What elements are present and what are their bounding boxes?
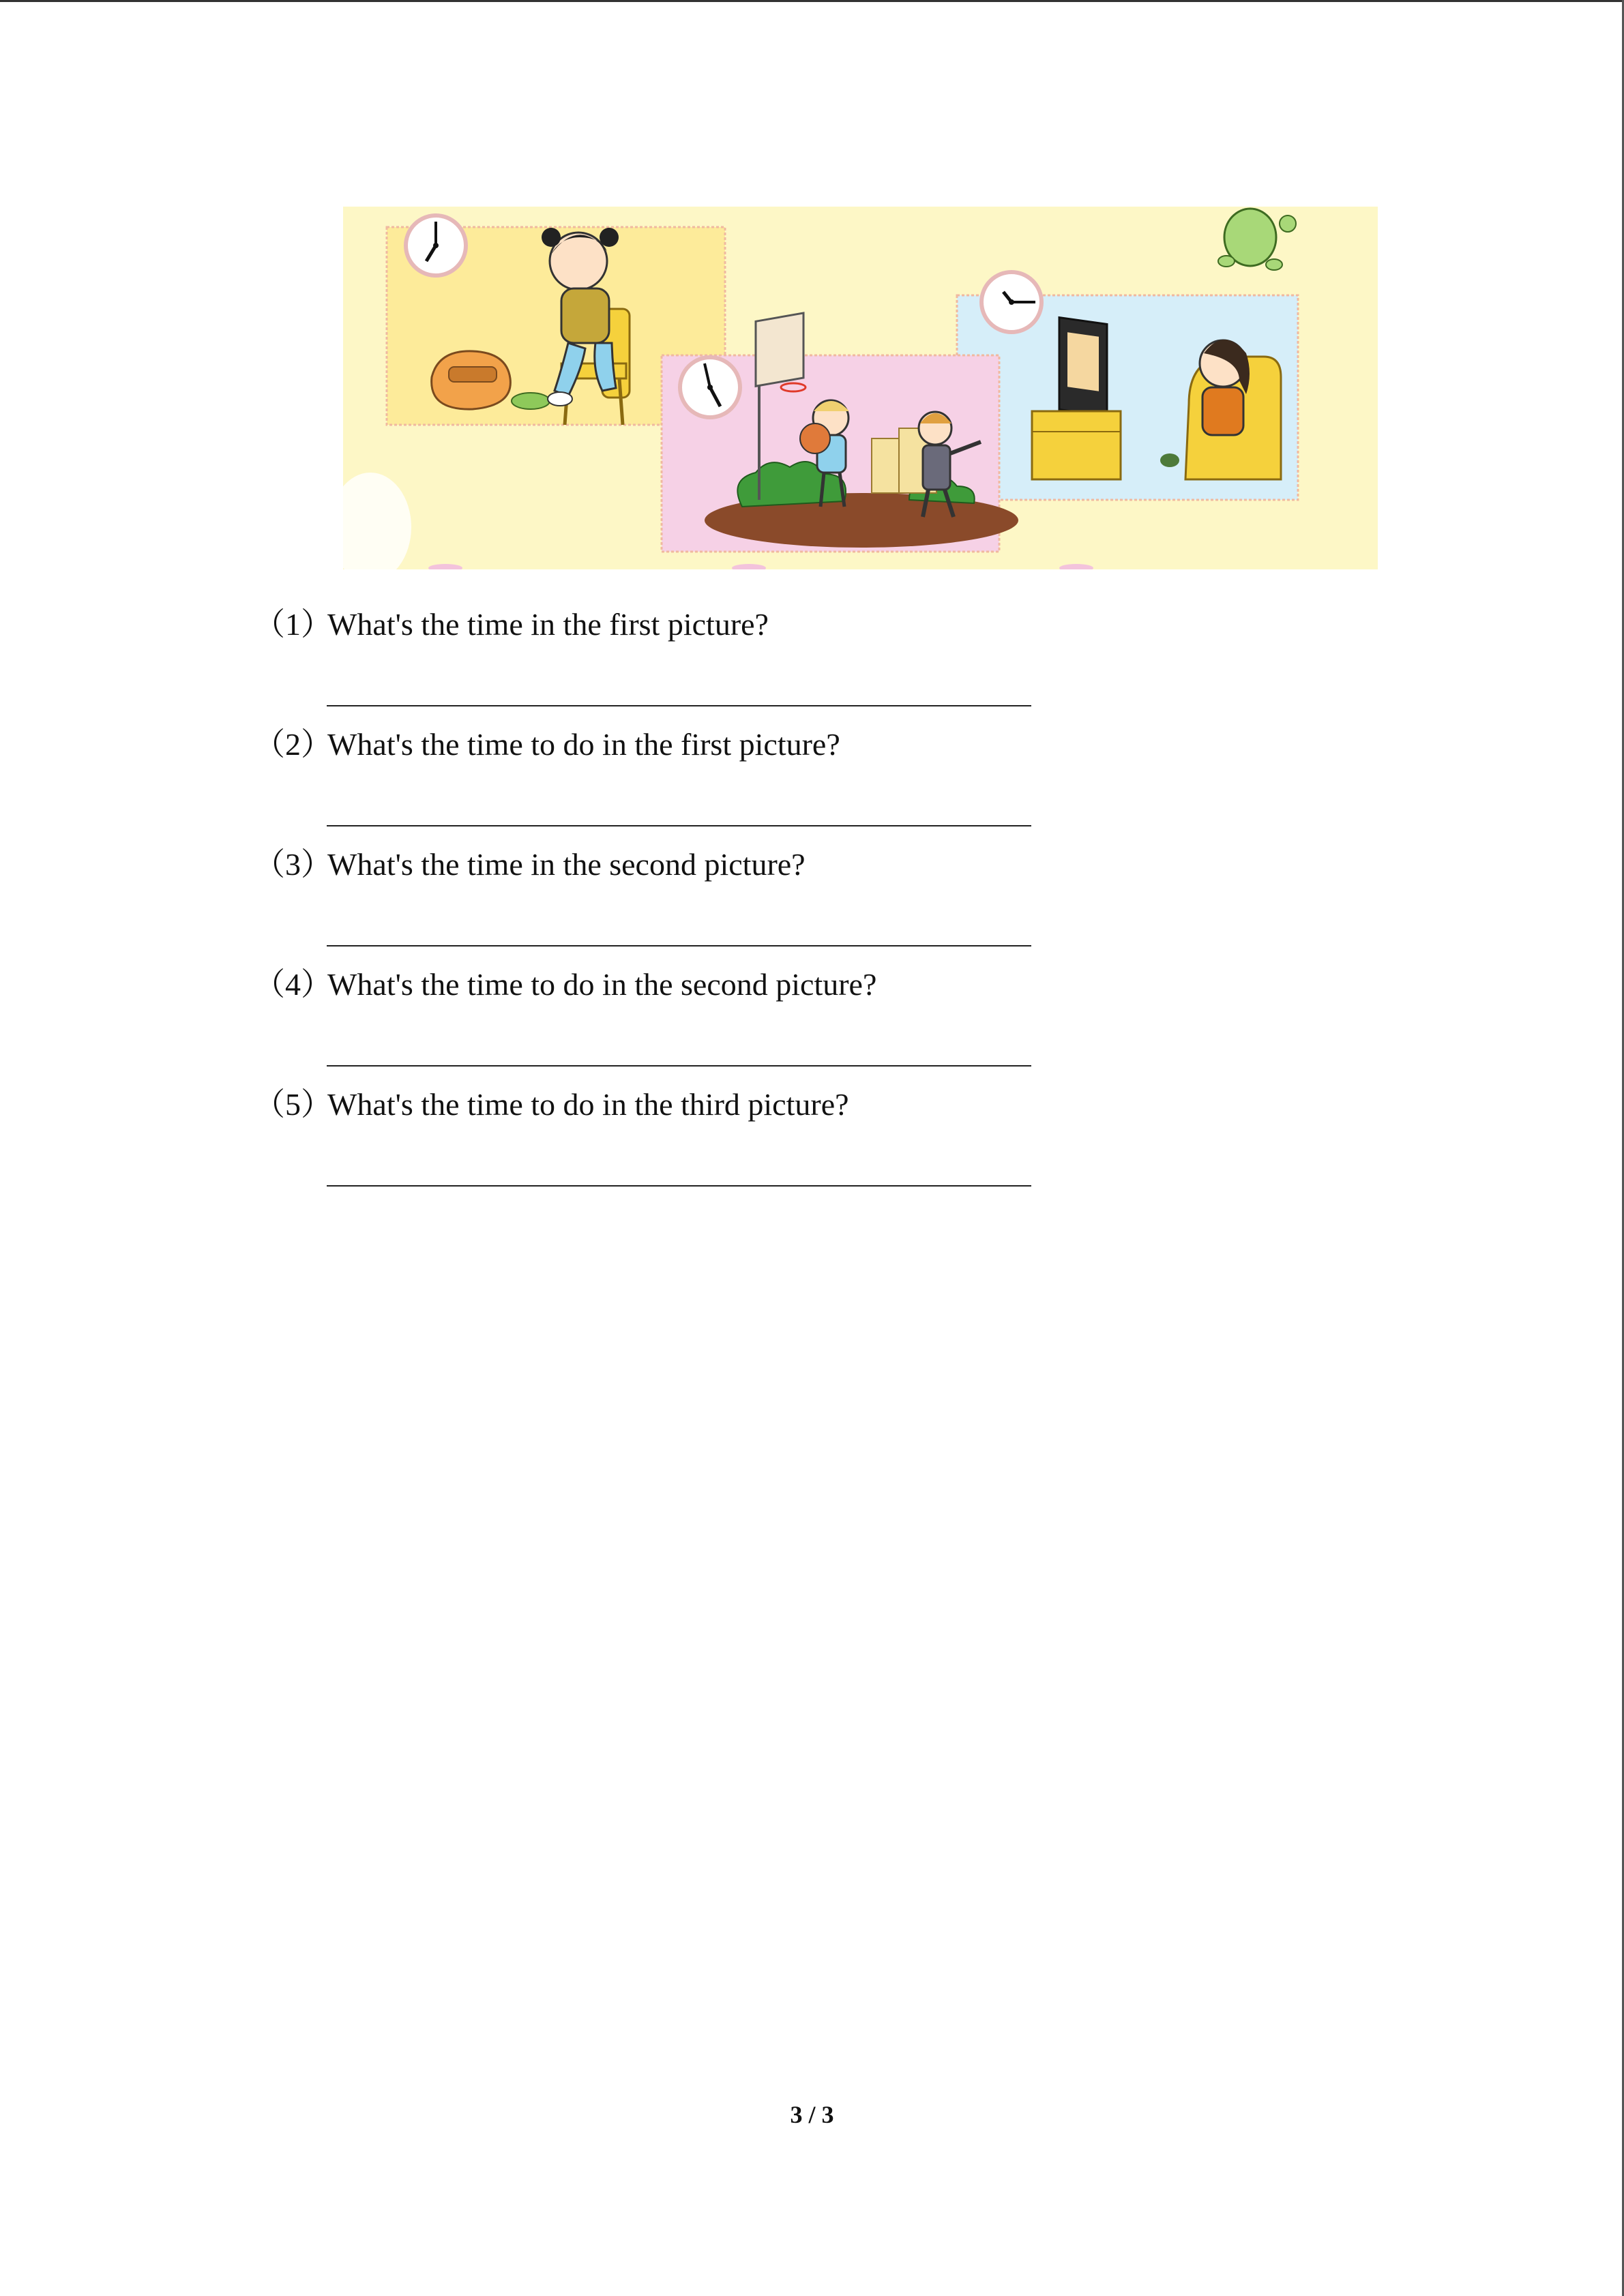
question-text: What's the time in the second picture? [327, 847, 806, 882]
shoe-icon [512, 393, 550, 409]
question-number: （1） [254, 607, 332, 642]
answer-line-2[interactable] [327, 825, 1031, 826]
question-text: What's the time to do in the third picture? [327, 1087, 849, 1122]
question-text: What's the time to do in the first picture? [327, 727, 840, 762]
answer-line-4[interactable] [327, 1065, 1031, 1067]
question-2 [254, 726, 840, 764]
answer-line-3[interactable] [327, 945, 1031, 946]
backpack-icon [432, 351, 511, 409]
answer-line-5[interactable] [327, 1185, 1031, 1187]
question-text: What's the time to do in the second picture? [327, 967, 877, 1002]
question-4 [254, 966, 876, 1004]
page-number: 3 / 3 [790, 2101, 834, 2128]
panel-third-picture [957, 272, 1298, 500]
clock-icon [406, 215, 466, 275]
daily-routine-illustration [343, 207, 1378, 569]
question-number: （4） [254, 967, 332, 1002]
answer-line-1[interactable] [327, 705, 1031, 706]
question-number: （2） [254, 727, 332, 762]
clock-icon [981, 272, 1042, 332]
top-border [0, 0, 1624, 2]
clock-icon [680, 357, 740, 417]
question-text: What's the time in the first picture? [327, 607, 769, 642]
question-number: （5） [254, 1087, 332, 1122]
question-number: （3） [254, 847, 332, 882]
question-1 [254, 606, 769, 644]
basketball-icon [800, 423, 830, 453]
question-5 [254, 1086, 849, 1124]
question-3 [254, 846, 806, 884]
